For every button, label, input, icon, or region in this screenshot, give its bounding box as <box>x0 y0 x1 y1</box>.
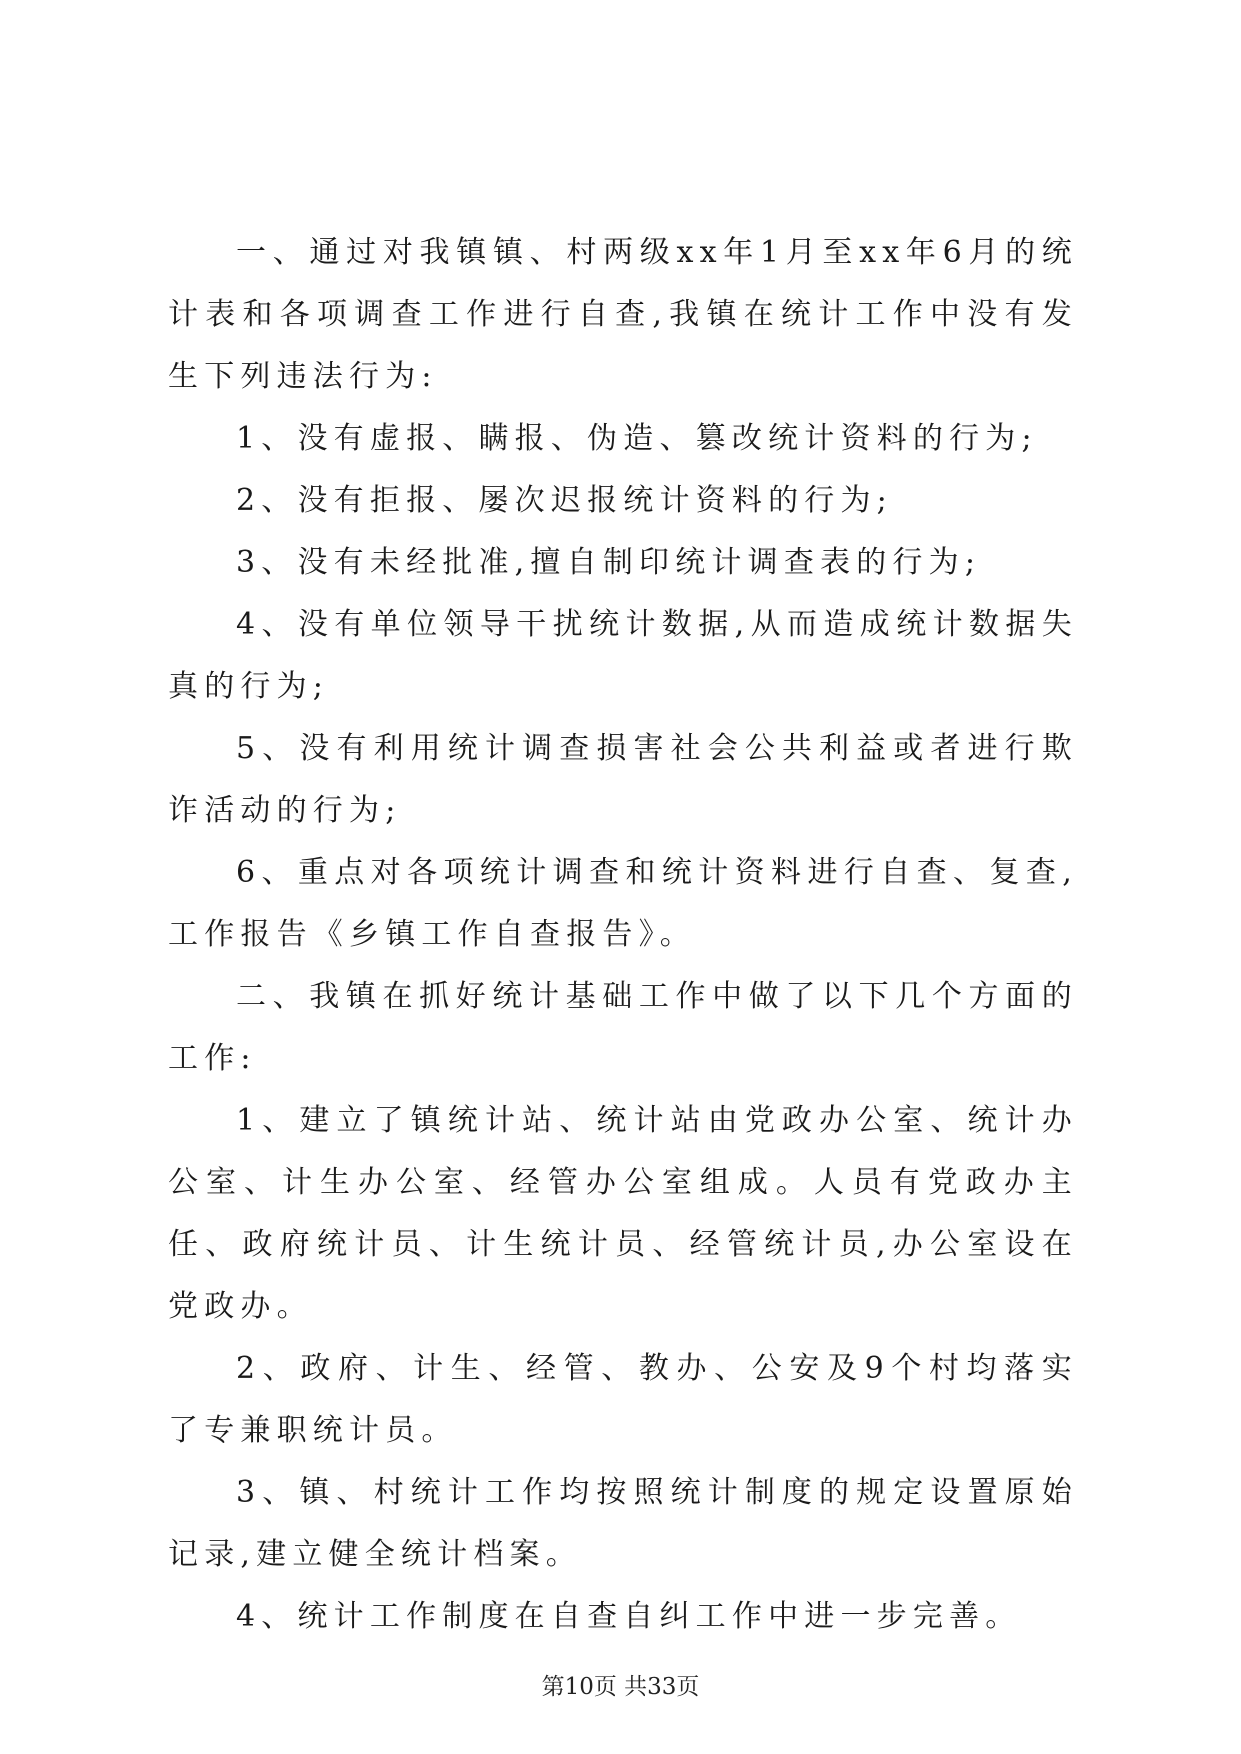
paragraph-work-1: 1、建立了镇统计站、统计站由党政办公室、统计办公室、计生办公室、经管办公室组成。人员有党政办主任、政府统计员、计生统计员、经管统计员,办公室设在党政办。 <box>168 1103 1078 1324</box>
paragraph-section-one-intro: 一、通过对我镇镇、村两级xx年1月至xx年6月的统计表和各项调查工作进行自查,我镇在统计工作中没有发生下列违法行为: <box>168 235 1078 394</box>
paragraph-section-two-intro: 二、我镇在抓好统计基础工作中做了以下几个方面的工作: <box>168 979 1078 1076</box>
paragraph-work-4: 4、统计工作制度在自查自纠工作中进一步完善。 <box>236 1599 1022 1634</box>
paragraph-work-3: 3、镇、村统计工作均按照统计制度的规定设置原始记录,建立健全统计档案。 <box>168 1475 1078 1572</box>
paragraph-item-3: 3、没有未经批准,擅自制印统计调查表的行为; <box>236 545 982 580</box>
document-body <box>168 222 1078 1648</box>
paragraph-item-2: 2、没有拒报、屡次迟报统计资料的行为; <box>236 483 893 518</box>
page-number-footer: 第10页 共33页 <box>541 1674 700 1700</box>
paragraph-item-6: 6、重点对各项统计调查和统计资料进行自查、复查,工作报告《乡镇工作自查报告》。 <box>168 855 1078 952</box>
paragraph-item-1: 1、没有虚报、瞒报、伪造、篡改统计资料的行为; <box>236 421 1038 456</box>
paragraph-work-2: 2、政府、计生、经管、教办、公安及9个村均落实了专兼职统计员。 <box>168 1351 1078 1448</box>
paragraph-item-4: 4、没有单位领导干扰统计数据,从而造成统计数据失真的行为; <box>168 607 1078 704</box>
paragraph-item-5: 5、没有利用统计调查损害社会公共利益或者进行欺诈活动的行为; <box>168 731 1078 828</box>
